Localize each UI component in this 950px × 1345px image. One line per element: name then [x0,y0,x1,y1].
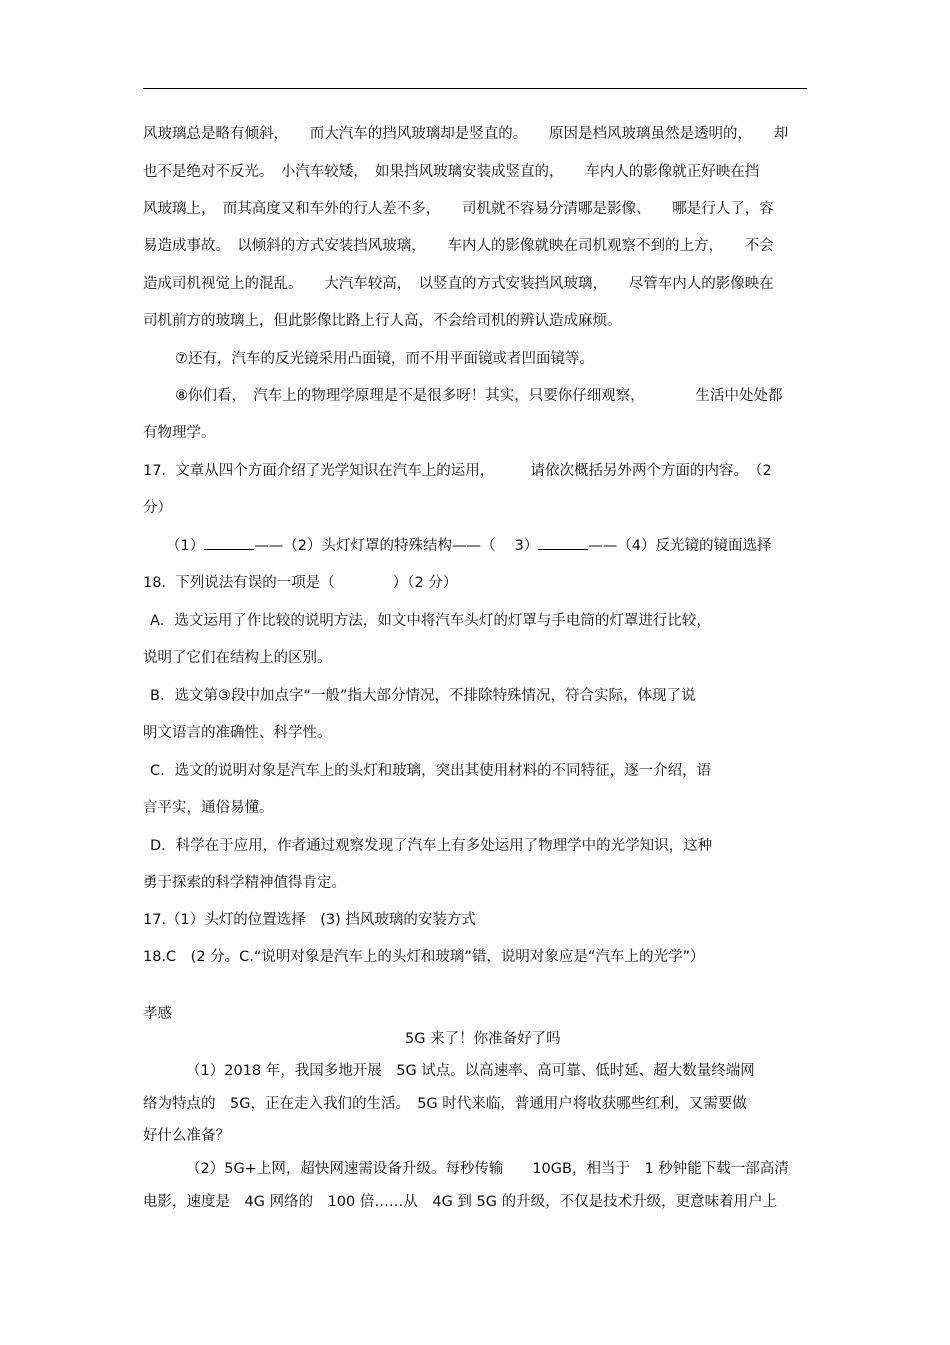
option-b: B．选文第③段中加点字“一般”指大部分情况，不排除特殊情况，符合实际，体现了说 [150,688,696,704]
paragraph-8-cont: 有物理学。 [143,425,216,441]
option-a: A．选文运用了作比较的说明方法，如文中将汽车头灯的灯罩与手电筒的灯罩进行比较， [150,613,711,629]
paragraph-7: ⑦还有，汽车的反光镜采用凸面镜，而不用平面镜或者凹面镜等。 [175,351,594,367]
question-17: 17. 文章从四个方面介绍了光学知识在汽车上的运用， 请依次概括另外两个方面的内容。 （2 [143,463,772,479]
option-d: D．科学在于应用，作者通过观察发现了汽车上有多处运用了物理学中的光学知识，这种 [150,838,713,854]
header-rule [143,88,807,89]
passage-line: 易造成事故。 以倾斜的方式安装挡风玻璃， 车内人的影像就映在司机观察不到的上方， 不会 [143,238,774,254]
passage-line: 司机前方的玻璃上，但此影像比路上行人高，不会给司机的辨认造成麻烦。 [143,313,622,329]
passage-line: 也不是绝对不反光。 小汽车较矮， 如果挡风玻璃安装成竖直的， 车内人的影像就正好映在挡 [143,164,760,180]
answer-blank-1[interactable] [204,537,254,550]
option-a-cont: 说明了它们在结构上的区别。 [143,650,332,666]
question-17-cont: 分） [143,500,172,516]
part-2-label: ——（2）头灯灯罩的特殊结构——（ 3） [254,538,539,554]
passage-line: 风玻璃总是略有倾斜， 而大汽车的挡风玻璃却是竖直的。 原因是档风玻璃虽然是透明的， 却 [143,126,789,142]
article-title: 5G 来了！你准备好了吗 [405,1031,561,1047]
article-p1: （1）2018 年，我国多地开展 5G 试点。以高速率、高可靠、低时延、超大数量终端网 [186,1063,755,1079]
option-c-cont: 言平实，通俗易懂。 [143,800,274,816]
answer-17: 17.（1）头灯的位置选择 (3) 挡风玻璃的安装方式 [143,912,476,928]
answer-18: 18.C (2 分。C.“说明对象是汽车上的头灯和玻璃”错，说明对象应是“汽车上的光学”） [143,949,705,965]
answer-blank-3[interactable] [538,537,588,550]
question-17-parts [166,537,772,555]
option-c: C．选文的说明对象是汽车上的头灯和玻璃，突出其使用材料的不同特征，逐一介绍，语 [150,763,712,779]
article-p2-cont: 电影，速度是 4G 网络的 100 倍……从 4G 到 5G 的升级，不仅是技术升级，更意味着用户上 [143,1194,778,1210]
option-d-cont: 勇于探索的科学精神值得肯定。 [143,875,346,891]
question-18: 18. 下列说法有误的一项是（ ）（2 分） [143,575,458,591]
article-p1-cont: 络为特点的 5G，正在走入我们的生活。 5G 时代来临，普通用户将收获哪些红利，又需要做 [143,1096,747,1112]
passage-line: 风玻璃上， 而其高度又和车外的行人差不多， 司机就不容易分清哪是影像、 哪是行人了，容 [143,201,774,217]
part-4-label: ——（4）反光镜的镜面选择 [588,538,772,554]
passage-line: 造成司机视觉上的混乱。 大汽车较高， 以竖直的方式安装挡风玻璃， 尽管车内人的影像映在 [143,276,774,292]
section-label: 孝感 [143,1006,172,1022]
paragraph-8: ⑧你们看， 汽车上的物理学原理是不是很多呀！其实，只要你仔细观察， 生活中处处都 [175,388,783,404]
article-p2: （2）5G+上网，超快网速需设备升级。每秒传输 10GB，相当于 1 秒钟能下载一部高清 [186,1161,789,1177]
part-1-label: （1） [166,538,205,554]
option-b-cont: 明文语言的准确性、科学性。 [143,725,332,741]
article-p1-cont: 好什么准备？ [143,1128,230,1144]
